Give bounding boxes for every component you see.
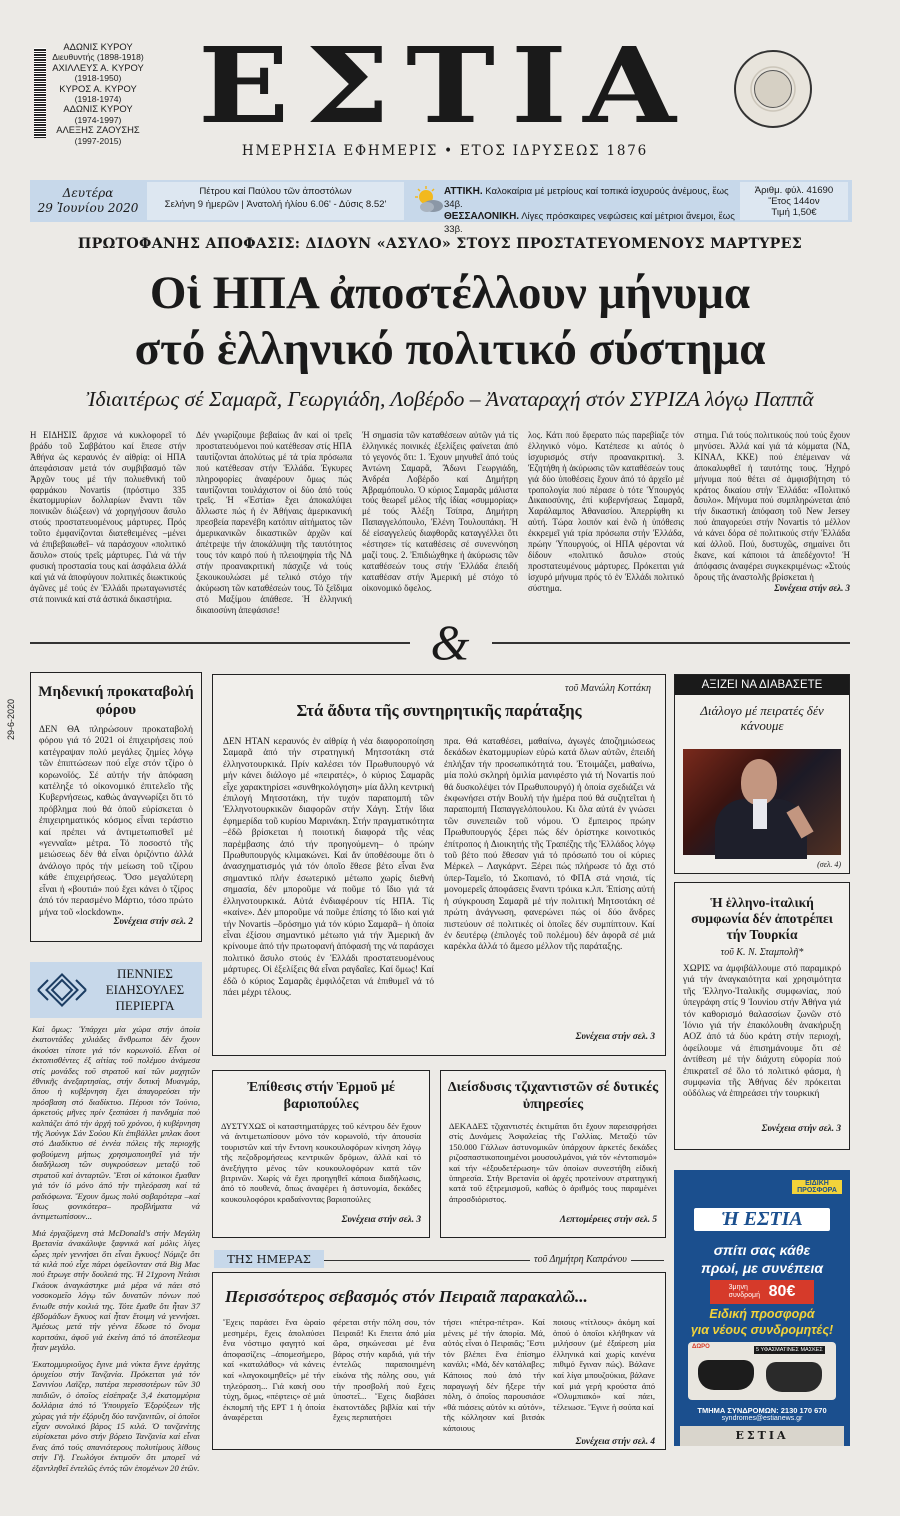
ad-email: syndromes@estianews.gr [721,1415,803,1422]
today-col-2: φέρεται στήν πόλη σου, τόν Πειραιᾶ! Κι ἔπειτα ἀπό μία ὥρα, σηκώνεσαι μέ ἕνα βάρος στήν καρδιά, γιά τήν ἐντελῶς παραποιημένη εἰκόνα τῆς πόλης σου, γιά τήν προσβολή πού ἔχεις ὑποστεῖ... Ἔχεις διαβάσει ἑκατοντάδες βιβλία καί τήν ἔχεις περπατήσει [333,1317,435,1423]
italy-author: τοῦ Κ. Ν. Σταμπολῆ* [720,947,804,958]
founder-5: ΑΛΕΞΗΣ ΖΑΟΥΣΗΣ (1997-2015) [56,124,140,146]
today-label: ΤΗΣ ΗΜΕΡΑΣ [214,1250,324,1268]
kottakis-col-2: πρα. Θά καταθέσει, μαθαίνω, ἀγωγές ἀποζημιώσεως δεκάδων ἑκατομμυρίων εὐρώ κατά ὅλων αὐτῶν, ἐπειδή ἐπλήξαν τήν προσωπικότητά του. Ἐτοιμάζει, μαθαίνω, μία πολύ σκληρή ὁμιλία μανιφέστο γιά τή Novartis πού θά δυσκολέψει τόν Πρωθυπουργό) ἡ ὁποία σχεδιάζει νά ἐκφωνήσει στήν Βουλή τήν ἡμέρα πού θά συζητεῖται ἡ παραπομπή Παπαγγελόπουλου. Κι ὅλα αὐτά ἐν γνώσει τῶν συνεπειῶν τοῦ νόμου. Ὁ ἔμπειρος πρώην Πρωθυπουργός ξέρει πώς δέν ὁρίστηκε κοινοτικός ἐπίτροπος ἡ Διοικητής τῆς Τραπέζης τῆς Ἑλλάδος λόγῳ τοῦ βέτο πού ἔθεσαν γιά τό πρόσωπό του οἱ κύριες Μέρκελ – Λαγκάρντ. Ξέρει πώς πλήρωσε τό ἄχι στό ὑπερ-Ταμεῖο, τό Σκοπιανό, τό ΦΠΑ στά νησιά, τίς μονομερεῖς ἀποφάσεις ἔναντι τρόικα κ.λπ. Ἐπίσης αὐτή ἡ σύγκρουση Σαμαρᾶ μέ τήν πολιτική Μητσοτάκη σέ πρώτη ἀνάγνωση, φανερώνει πώς οἱ δύο ἄνδρες πιστεύουν σέ πολιτικές οἱ ὁποῖες δέν συμπίπτουν. Καί ἐν δευτέρῳ (ἐπιλογές τοῦ πολέμου) δέν ἀφορᾶ σέ μιά καρέκλα ἀλλά τό ἄμεσο μέλλον τῆς παράταξης. [444,737,655,953]
italy-title: Ἡ ἑλληνο-ἰταλική συμφωνία δέν ἀποτρέπει τήν Τουρκία [691,895,833,942]
tax-body: ΔΕΝ ΘΑ πληρώσουν προκαταβολή φόρου γιά τό 2021 οἱ ἐπιχειρήσεις πού κατέγραψαν πολύ μεγάλες ζημίες λόγῳ τῶν ἐπιπτώσεων πού εἶχε στόν τζίρο ὁ κορωνοϊός. Σέ αὐτήν τήν ἀπόφαση κατέληξε τό οἰκονομικό ἐπιτελεῖο τῆς Κυβερνήσεως, καθώς ἀναγνωρίζει ὅτι τό πρόβλημα πού θά ὁποῦ εὐρίσκεται ὁ ἐπιχειρηματικός κόσμος εἶναι τεράστιο καί πρέπει νά ἀντιμετωπισθεῖ μέ «γενναῖα» μέτρα. Τό ποσοστό τῆς μειώσεως δέν θά εἶναι ὁριζόντιο ἀλλά ἀνάλογο πρός τήν μείωση τοῦ τζίρου κάθε ἐπιχειρήσεως. Ὅσο μεγαλύτερη εἶναι ἡ «βουτιά» πού ἔχει κάνει ὁ τζίρος ἀπό τόν περασμένο Μάρτιο, τόσο πρώτο μήνα τοῦ «lockdown». [39,725,193,918]
today-author: τοῦ Δημήτρη Καπράνου [530,1254,631,1265]
lead-continue-link[interactable]: Συνέχεια στήν σελ. 3 [774,582,850,593]
founder-4: ΑΔΩΝΙΣ ΚΥΡΟΥ (1974-1997) [63,103,133,125]
subscription-ad-image[interactable] [674,1170,850,1446]
masthead-title: ΕΣΤΙΑ [198,24,692,147]
pennies-ornament-icon [34,968,90,1012]
lead-deck: Ἰδιαιτέρως σέ Σαμαρᾶ, Γεωργιάδη, Λοβέρδο – Ἀναταραχή στόν ΣΥΡΙΖΑ λόγῳ Παππᾶ [86,387,814,411]
founder-3: ΚΥΡΟΣ Α. ΚΥΡΟΥ (1918-1974) [59,82,137,105]
today-continue-link[interactable]: Συνέχεια στήν σελ. 4 [575,1437,655,1447]
jihadists-body: ΔΕΚΑΔΕΣ τζιχαντιστές ἐκτιμᾶται ὅτι ἔχουν παρεισφρήσει στίς Δυνάμεις Ἀσφαλείας τῆς Γαλλίας. Μεταξύ τῶν 150.000 Γάλλων ἀστυνομικῶν ὑπάρχουν ἀρκετές δεκάδες ριζοσπαστικοποιημένοι μουσουλμάνοι, γιά τόν «ἐντοπισμό» καί τήν «ἐξουδετέρωση» τῶν ὁποίων συνεστήθη εἰδική ὑπηρεσία. Στήν Βρετανία οἱ ἀρχές προτείνουν στρατηγική κατά τοῦ ἐξτρεμισμοῦ, καθώς ὁ ἀριθμός τους παραμένει ἀπροσδιόριστος. [449,1121,657,1204]
issue-date: Δευτέρα 29 Ἰουνίου 2020 [37,186,139,215]
pennies-title: ΠΕΝΝΙΕΣ ΕΙΔΗΣΟΥΛΕΣ ΠΕΡΙΕΡΓΑ [105,966,185,1013]
kottakis-title: Στά ἄδυτα τῆς συντηρητικῆς παράταξης [296,701,582,720]
ad-paper-stack: ΕΣΤΙΑ [680,1426,844,1446]
today-title: Περισσότερος σεβασμός στόν Πειραιᾶ παρακαλῶ... [225,1287,588,1306]
masthead-subtitle: ΗΜΕΡΗΣΙΑ ΕΦΗΜΕΡΙΣ • ΕΤΟΣ ΙΔΡΥΣΕΩΣ 1876 [241,143,649,159]
divider-right [492,642,850,644]
lead-col-2: Δέν γνωρίζουμε βεβαίως ἄν καί οἱ τρεῖς προστατευόμενοι πού κατέθεσαν στίς ΗΠΑ ταυτίζονται ἀπολύτως μέ τά τρία πρόσωπα πού κατέθεσαν στήν Ἑλλάδα. Ἐγκυρες πληροφορίες ἀναφέρουν ὅμως πώς ταυτίζονται τουλάχιστον οἱ δύο ἀπό τούς τρεῖς. Ἡ «Ἑστία» ἔχει ἀποκαλύψει ἄλλωστε πώς ἡ ἐν Ἀθήναις ἀμερικανική πρεσβεία παρενέβη κατόπιν αἰτήματος τῶν ἀμερικανικῶν δικαστικῶν ἀρχῶν καί ἀπέτρεψε τήν ἀποκάλυψη τῆς ταυτότητος τους τόν καιρό πού ἡ πλειοψηφία τῆς ΝΔ στήν προανακριτική πάσχιζε νά τούς ξεκουκουλώσει μέ τελικό στόχο τήν ἀκύρωση τῶν καταθέσεών τους. Τό ξεῖδιμα στό Μαξίμου ἀπάθεσε. Ἡ ἑλληνική δικαιοσύνη ἀπεφάσισε! [196,430,352,615]
ad-offer-1: Ειδική προσφορά [709,1307,815,1321]
jihadists-title: Διείσδυσις τζιχαντιστῶν σέ δυτικές ὑπηρεσίες [447,1080,659,1112]
ermou-continue-link[interactable]: Συνέχεια στήν σελ. 3 [341,1215,421,1225]
weather-forecast: ΑΤΤΙΚΗ. Καλοκαίρια μέ μετρίους καί τοπικά ἰσχυρούς ἀνέμους, ἕως 34β. ΘΕΣΣΑΛΟΝΙΚΗ. Λίγες πρόσκαιρες νεφώσεις καί μέτριοι ἄνεμοι, ἕως 33β. [444,186,735,235]
pennies-body [32,1024,200,1473]
ad-line-1: σπίτι σας κάθε [713,1242,811,1258]
ad-masks-image: ΔΩΡΟ 5 ΥΦΑΣΜΑΤΙΝΕΣ ΜΑΣΚΕΣ [688,1342,836,1400]
ampersand-ornament: & [430,614,470,670]
ad-offer-2: για νέους συνδρομητές! [690,1323,834,1337]
kottakis-col-1: ΔΕΝ ΗΤΑΝ κεραυνός ἐν αἰθρίᾳ ἡ νέα διαφοροποίηση Σαμαρᾶ ἀπό τήν στρατηγική Μητσοτάκη στά ἐλληνοτουρκικά. Πρίν καλέσει τόν Πρωθυπουργό νά μήν κάνει διάλογο μέ «πειρατές», ὁ κύριος Σαμαρᾶς εἶχε χαρακτηρίσει «συνθηκολόγηση» μία ἄλλη κεντρική ἐπιλογή Μητσοτάκη, τήν τυχόν παραπομπή τῶν Ἑλληνοτουρκικῶν διαφορῶν στήν Χάγη. Στήν ἴδια ἐφημερίδα τοῦ κυρίου Μαρινάκη. Στήν πραγματικότητα –ἐδῶ βρίσκεται ἡ ποιοτική διαφορά τῆς νέας παρέμβασης ἀπό τήν προηγούμενη– ὁ πρώην Πρωθυπουργός κλιμακώνει. Καί ἄν ὑποθέσουμε ὅτι ὁ ἀνασχηματισμός γιά τόν ὁποῖο ἔθεσε βέτο εἶναι ἕνα σημαντικό πλήν ἐσωτερικό μέτωπο χωρίς διεθνή σημασία, δέν μποροῦμε νά ποῦμε τό ἴδιο γιά τά ἑλληνοτουρκικά. Αὐτά ἐνδιαφέρουν τίς ΗΠΑ. Τίς «καίνε». Δέν μποροῦμε νά ποῦμε ἐπίσης τό ἴδιο καί γιά τήν Novartis –ὅρόσημο γιά τόν κύριο Σαμαρᾶ– ἡ ὁποία εἶναι ἐξίσου σημαντικό μέτωπο γιά τήν Ἀμερική ἄν κρίνουμε ἀπό τήν πρωτοφανή ἀπόφασή της νά παράσχει πολιτικό ἄσυλο στούς ἐν Ἑλλάδι προστατευομένους μάρτυρες. Οἱ ἐξελίξεις θά εἶναι ραγδαῖες. Καί ὅμως! Καί ἐδῶ ὁ κύριος Σαμαρᾶς ἐμφιλόζεται νά ἐπιθυμεῖ νά τό πάει μέχρι τέλους. [223,737,434,998]
lead-columns [30,430,850,620]
founders-list [33,42,163,146]
worth-reading-label: ΑΞΙΖΕΙ ΝΑ ΔΙΑΒΑΣΕΤΕ [675,675,849,695]
ad-telephone: ΤΜΗΜΑ ΣΥΝΔΡΟΜΩΝ: 2130 170 670 [697,1406,827,1415]
kottakis-continue-link[interactable]: Συνέχεια στήν σελ. 3 [575,1032,655,1042]
today-col-4: ποιους «τίτλους» ἀκόμη καί ὁπού ὁ ὁποῖοι κλήθηκαν νά μιλήσουν (μέ ἐξαίρεση μία ἐλληνικά καί χωρίς κανένα πιθιμό ἔγιναν πώς). Βάλανε καί λίγα μπουζούκια, βάλανε καί μιά γερή κρούστα ἀπό «Ὀλυμπιακό» καί πάει, τέλειωσε. Ἔγινε ἡ σούπα καί [553,1317,655,1412]
penny-item-2: Μιά ἐργαζόμενη στά McDonald's στήν Μεγάλη Βρετανία ἀνακάλυψε ξαφνικά καί μόλις λίγες ὧρες πρίν γεννήσει ὅτι εἶναι ἔγκυος! Νόμιζε ὅτι τά κιλά πού εἶχε πάρει ὀφείλονταν στά Big Mac πού ἔτρωγε στήν δουλειά της. Ἡ 21χρονη Ντάισι Γκάουκ ἀναγκάστηκε μιά μέρα νά πάει στό νοσοκομεῖο λόγῳ τῶν δυνατῶν πόνων πού ἔνιωθε στήν κοιλιά της. Τότε ἔμαθε ὅτι ἦταν 37 ἑβδομάδων ἔγκυος καί ἦταν ἕτοιμη νά γεννήσει. Ἀμέσως μετά τήν γέννα ἔδωσε τό ὄνομα κοριτσάκι, ἀφοῦ γιά ἐκείνη ἀπό τό ἀποτέλεσμα ἦταν μεγάλο. [32,1227,200,1353]
italy-article [674,882,850,1150]
italy-body: ΧΩΡΙΣ να ἀμφιβάλλουμε στό παραμικρό γιά τήν ἀναγκαιότητα καί χρησιμότητα τῆς Ἑλληνο-Ἰταλικῆς συμφωνίας, πού ὑπεγράφη στίς 9 Ἰουνίου στήν Ἀθήνα γιά τόν καθορισμό θαλασσίων ζωνῶν στό Ἰόνιο γιά τήν ἐπακόλουθη ἀνακήρυξη ΑΟΖ ἀπό τά δύο κράτη στήν περιοχή, ὀφείλουμε νά ἐπισημάνουμε ὅτι σέ ἀντίθεση μέ τήν διάχυτη εὐφορία πού ἐπικρατεῖ σέ ὅλο τό πολιτικό φάσμα, ἡ συμφωνία τῆς Ἀθήνας δέν πρόκειται οὐδόλως νά ἐπηρεάσει τήν τουρκική [683,964,841,1100]
today-article [212,1272,666,1450]
ermou-article [212,1070,430,1238]
issue-info: Ἀριθμ. φύλ. 41690 Ἔτος 144ον Τιμή 1,50€ [740,182,848,220]
lead-col-3: Ἡ σημασία τῶν καταθέσεων αὐτῶν γιά τίς ἑλληνικές ποινικές ἐξελίξεις φαίνεται ἀπό τό γεγονός ὅτι: 1. Ἐχουν μηνυθεῖ ἀπό τούς Ἀντώνη Σαμαρᾶ, Ἄδωνι Γεωργιάδη, Ἀνδρέα Λοβέρδο καί Δημήτρη Ἀβραμόπουλο. Ὁ κύριος Σαμαρᾶς μάλιστα τούς θεωρεῖ μέλος τῆς ἰδίας «συμμορίας» μέ τούς Ἀλέξη Τσίπρα, Δημήτρη Παπαγγελόπουλο, Ἐλένη Τουλουπάκη. Ἡ δέ εἰσαγγελεύς διαφθορᾶς καταγγέλλει ὅτι «έστησε» τίς καταθέσεις σέ συνεννόηση μαζί τους. 2. Ἐπιδιώχθηκε ἡ ἀκύρωσις τῶν καταθέσεών τους στήν Ἑλλάδα ἐπειδή καταθέσαν στήν Ἀμερική μέ στόχο τό οἰκονομικό ὄφελος. [362,430,518,593]
ad-price-badge: 3μηνη συνδρομή 80€ [710,1280,814,1304]
tax-continue-link[interactable]: Συνέχεια στήν σελ. 2 [113,917,193,927]
founder-1: ΑΔΩΝΙΣ ΚΥΡΟΥ Διευθυντής (1898-1918) [52,41,144,63]
today-col-3: τήσει «πέτρα-πέτρα». Καί μένεις μέ τήν ἀπορία. Μά, αὐτός εἶναι ὁ Πειραιᾶς; Ἔστι τόν βλέπει ἕνα ἐπίσημο κανάλι; «Μά, δέν κατάλαβες; Κάποιος πού ἀπό τήν παραγωγή δέν ἤξερε τήν πόλη, ὁ ὁποῖος παρουσιάσε «θά πιάσεις αὐτόν κι αὐτόν», τῆς κόλλησαν καί βιτσάκ κάποιους [443,1317,545,1433]
jihadists-continue-link[interactable]: Λεπτομέρειες στήν σελ. 5 [559,1215,657,1225]
jihadists-article [440,1070,666,1238]
lead-kicker: ΠΡΩΤΟΦΑΝΗΣ ΑΠΟΦΑΣΙΣ: ΔΙΔΟΥΝ «ΑΣΥΛΟ» ΣΤΟΥΣ ΠΡΟΣΤΑΤΕΥΟΜΕΝΟΥΣ ΜΑΡΤΥΡΕΣ [77,236,803,252]
tax-title: Μηδενική προκαταβολή φόρου [38,684,194,718]
founder-2: ΑΧΙΛΛΕΥΣ Α. ΚΥΡΟΥ (1918-1950) [52,61,144,84]
worth-reading-box [674,674,850,874]
ermou-body: ΔΥΣΤΥΧΩΣ οἱ καταστηματάρχες τοῦ κέντρου δέν ἔχουν νά ἀντιμετωπίσουν μόνο τόν κορωνοϊό, τήν ἀπουσία τουριστῶν καί τήν ἔντονη κουκουλοφόρων κίνηση λόγῳ τῆς πεζοδρομήσεως κεντρικῶν δρόμων, ἀλλά καί τό ἀνεξήγητο μένος τῶν κουκουλοφόρων κατά τῶν βιτρινῶν. Χωρίς νά ἔχει προηγηθεῖ κάποια διαδήλωσις, ἀπό τό πουθενά, ὅπως ἀναφέρει ἡ ἀστυνομία, δεκάδες κουκουλοφόροι κραδαίνοντας βαριοπούλες [221,1121,421,1204]
lead-col-4: λος. Κάτι πού ἔφερατο πώς παρεβίαζε τόν ἑλληνικό νόμο. Κατέπεσε κι αὐτός ὁ ἰσχυρισμός στήν προανακριτική. 3. Ἐζητήθη ἡ ἀκύρωσις τῶν καταθέσεών τους γιά δύο ὑποθέσεις ἔχουν ἀπό τό ἀρχεῖο μέ τροπολογία πού πέρασε ὁ τότε Ὑπουργός Δικαιοσύνης, ἐπί κυβερνήσεως Σαμαρᾶ, Χαράλαμπος Ἀθανασίου. Ἀπερρίφθη κι αὐτή. Τώρα λοιπόν καί ἐνῶ ἡ ὑπόθεσις ἐκκρεμεῖ γιά τρία πρόσωπα στήν Ἑλλάδα, πρώην Ὑπουργούς, οἱ ΗΠΑ φέρονται νά δίδουν «πολιτικό ἄσυλο» στούς προστατευμένους μάρτυρες. Πρόκειται γιά ἰσχυρό μήνυμα πρός τό ἐν Ἑλλάδι πολιτικό σύστημα. [528,430,684,593]
penny-item-1: Καί ὅμως: Ὑπάρχει μία χώρα στήν ὁποία ἑκατοντάδες χιλιάδες ἄνθρωποι δέν ἔχουν ἀκούσει τίποτε γιά τόν κορωνοϊό. Εἶναι οἱ ἐκτοπισθέντες ἐξ αἰτίας τοῦ πολέμου ἀνάμεσα στίς μονάδες τοῦ στρατοῦ καί τῶν μαχητῶν ἐθνικῆς ἀνεξαρτησίας, στήν δυτική Μυανμάρ, ὅπου ἡ κυβέρνηση ἔχει ἀπαγορεύσει τήν πρόσβαση στό διαδίκτυο. Πέρυσι τόν Ἰούνιο, ἀρκετούς μῆνες πρίν ξεσπάσει ἡ πανδημία πού καλπάζει ἀπό τήν ἀρχή τοῦ χρόνου, ἡ κυβέρνηση τῆς Ἀούνγκ Σάν Σούου Κίι ἐπιβάλλει μπλακ ἄουτ στό Διαδίκτυο σέ ἑννέα πόλεις τῆς περιοχῆς φοβούμενη μήπως χρησιμοποιηθεῖ γιά τήν διαδήλωση τῶν συγκρούσεων μεταξύ τοῦ στρατοῦ καί ἀνταρτῶν. Ἔτσι οἱ κάτοικοι ἔμαθαν γιά τόν ἰό μόνο ἀπό τήν τηλεόραση καί τά ραδιόφωνα. Ἔχουν ὅμως πολύ σοβαρότερα –καί ἴσως φονικότερα– προβλήματα νά ἀντιμετωπίσουν... [32,1024,200,1222]
saint-day: Πέτρου καί Παύλου τῶν ἀποστόλων Σελήνη 9 ἡμερῶν | Ἀνατολή ἡλίου 6.06' - Δύσις 8.52' [147,182,404,220]
lead-headline: Οἱ ΗΠΑ ἀποστέλλουν μήνυμα στό ἑλληνικό πολιτικό σύστημα [134,267,766,375]
ad-logo: Ἡ ΕΣΤΙΑ [694,1208,830,1231]
kottakis-author: τοῦ Μανώλη Κοττάκη [564,683,651,694]
kottakis-article [212,674,666,1056]
today-col-1: Ἔχεις παράσει ἕνα ὡραίο μεσημέρι, ἔχεις ἀπολαύσει ἕνα νόστιμο φαγητό καί ἀποφασίζεις –ἀπομεσήμερο, καί «καταλάθος» νά κάνεις καί «λαγοκοιμηθεῖς» μέ τήν τηλεόραση... Γιά κακή σου τύχη, ὅμως, «πέφτεις» σέ μιά ἐκπομπή τῆς ΕΡΤ 1 ἡ ὁποία ἀναφέρεται [223,1317,325,1423]
side-date: 29-6-2020 [6,698,16,740]
lead-col-5: στημα. Γιά τούς πολιτικούς πού τούς ἔχουν μηνύσει. Ἀλλά καί γιά τά κόμματα (ΝΔ, ΚΙΝΑΛ, ΚΚΕ) πού ἐπέμειναν νά ἀποκαλυφθεῖ ἡ ταυτότης τους. Ἠχηρό μήνυμα πού θέτει σέ ἀμφισβήτηση τό κράτος δικαίου στήν Ἑλλάδα: «Πολιτικό ἄσυλο». Μήνυμα πού συμπληρώνεται ἀπό τήν δικαστική ἀπόφαση τοῦ New Jersey πού ἀπαγορεύει στήν Novartis τό μέλλον νά κάνει δόρα σέ πολιτικούς στήν Ἑλλάδα καί ἀλλοῦ. Πού, δυστυχῶς, σημαίνει ὅτι ἔκανε, καί κάποιοι τά ἀπεδέχοντο! Ἡ ἀπόφασις ἀναφέρει συγκεκριμένως: «Στούς ὅρους τῆς ἀναστολῆς βρίσκεται ἡ Συνέχεια στήν σελ. 3 [694,430,850,593]
italy-continue-link[interactable]: Συνέχεια στήν σελ. 3 [761,1124,841,1134]
penny-item-3: Ἑκατομμυριοῦχος ἔγινε μιά νύκτα ἔγινε ἐργάτης ὀρυχείου στήν Τανζανία. Πρόκειται γιά τόν Σανινίου Λαϊζερ, πατέρα περισσοτέρων τῶν 30 παιδιῶν, ὁ ὁποῖος εἰσέπραξε 3,4 ἑκατομμύρια δολλάρια ἀπό τό Ὑπουργεῖο Ἐξορύξεων τῆς χώρας γιά τήν ἐξόρυξη δύο τανζανιτῶν, οἱ ὁποῖοι εἶχαν συνολικό βάρος 15 κιλά. Ὁ τανζανίτης εὑρίσκεται μόνο στήν βόρειο Τανζανία καί εἶναι ἕνας ἀπό τούς σπανιότερους πολυτίμους λίθους στήν Γῆ. Γεωλόγοι ἐκτιμοῦν ὅτι μπορεῖ νά ἐξαντληθεῖ ἐντελῶς ἐντός τῶν ἑπομένων 20 ἐτῶν. [32,1358,200,1473]
ad-line-2: πρωί, με συνέπεια [700,1260,824,1276]
worth-reading-title[interactable]: Διάλογο μέ πειρατές δέν κάνουμε [700,703,824,733]
lead-col-1: Η ΕΙΔΗΣΙΣ ἄρχισε νά κυκλοφορεῖ τό βράδυ τοῦ Σαββάτου καί ἔπεσε στήν Ἀθήνα ὡς κεραυνός ἐν αἰθρίᾳ: οἱ ΗΠΑ ἀπεφάσισαν μετά τόν συμβιβασμό τῶν Ἀρχῶν τους μέ τήν πολυεθνική τοῦ φαρμάκου Novartis (πρόστιμο 335 ἑκατομμυρίων δολλαρίων ἔναντι τῶν ποινικῶν διώξεων) νά χορηγήσουν ἄσυλο στούς προστατευομένους μάρτυρες. Πρός τοῦτο ἐμφανίζονται διατεθειμένες –μένει νά ἐπιβεβαιωθεῖ– νά παράσχουν «πολιτικό ἄσυλο» στούς τρεῖς μάρτυρες. Γιά νά τήν φυσική προστασία τους καί ἀσφάλεια ἀλλά καί γιά νά ἀποφύγουν πολιτικές διωκτικούς ἀγῶνες μέ τούς ἐν Ἑλλάδι πρωταγωνιστές στά ποινικά καί στά ἀστικά δικαστήρια. [30,430,186,604]
ad-small-label: ΕΙΔΙΚΗ ΠΡΟΣΦΟΡΑ [792,1180,842,1194]
samaras-photo [683,749,841,855]
tax-article [30,672,202,942]
worth-reading-ref[interactable]: (σελ. 4) [817,860,841,869]
seal-logo [734,50,812,128]
ermou-title: Ἐπίθεσις στήν Ἑρμοῦ μέ βαριοπούλες [247,1080,395,1112]
divider-left [30,642,410,644]
